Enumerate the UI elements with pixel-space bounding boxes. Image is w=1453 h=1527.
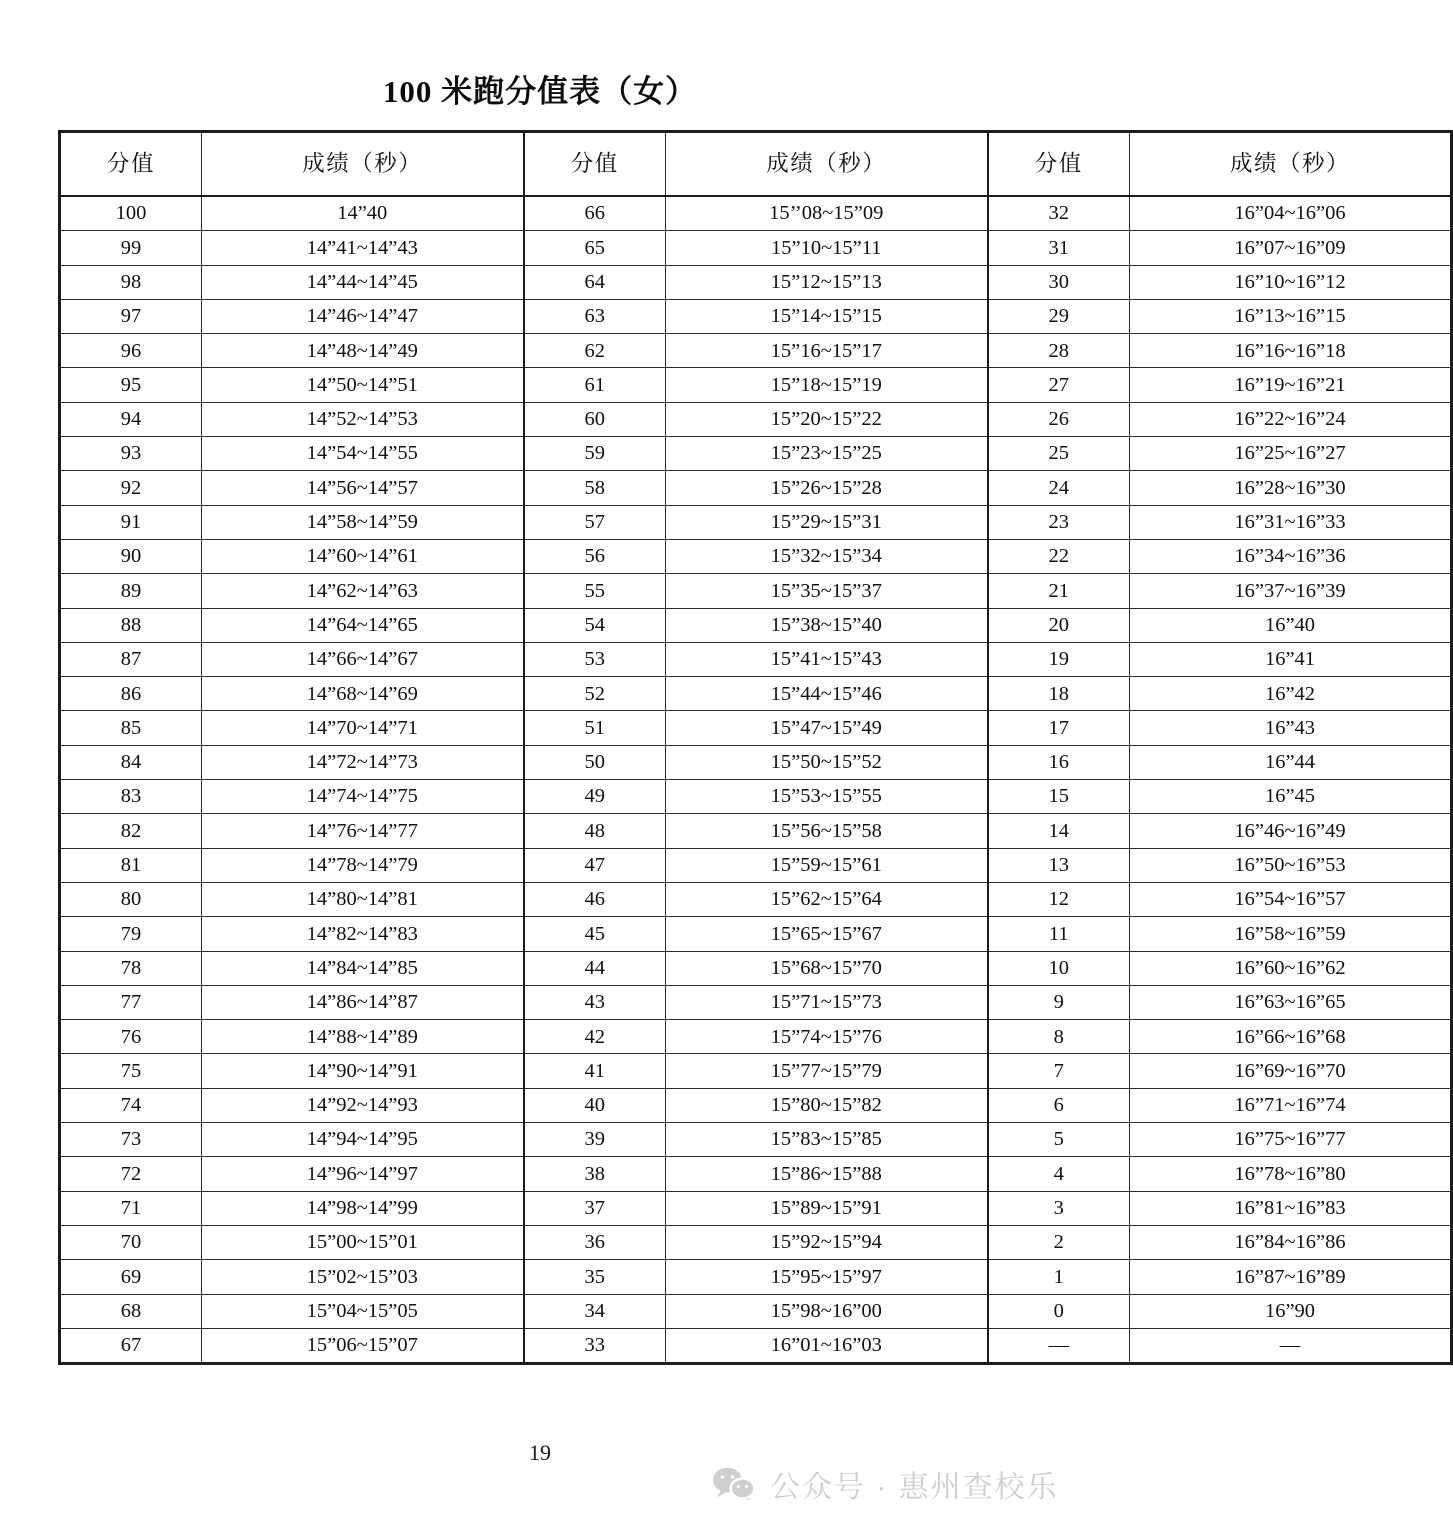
- page-number: 19: [529, 1440, 551, 1465]
- cell-time-2: 15”50~15”52: [666, 745, 988, 779]
- cell-score-2: 41: [524, 1054, 666, 1088]
- cell-time-3: 16”44: [1130, 745, 1452, 779]
- cell-time-3: 16”10~16”12: [1130, 265, 1452, 299]
- cell-score-1: 98: [60, 265, 202, 299]
- table-row: [60, 1328, 1452, 1363]
- cell-score-1: 78: [60, 951, 202, 985]
- header-time-3: 成绩（秒）: [1130, 132, 1452, 197]
- cell-time-2: 15”71~15”73: [666, 985, 988, 1019]
- cell-score-3: 28: [988, 334, 1130, 368]
- cell-time-1: 14”92~14”93: [202, 1088, 524, 1122]
- cell-score-3: 21: [988, 574, 1130, 608]
- cell-score-1: 94: [60, 402, 202, 436]
- table-row: [60, 1054, 1452, 1088]
- table-row: [60, 437, 1452, 471]
- cell-time-2: 15”92~15”94: [666, 1225, 988, 1259]
- table-row: [60, 334, 1452, 368]
- cell-score-2: 40: [524, 1088, 666, 1122]
- cell-time-2: 15”47~15”49: [666, 711, 988, 745]
- cell-time-2: 15”32~15”34: [666, 539, 988, 573]
- cell-score-2: 57: [524, 505, 666, 539]
- header-row: [60, 132, 1452, 197]
- cell-time-3: 16”71~16”74: [1130, 1088, 1452, 1122]
- cell-time-1: 14”62~14”63: [202, 574, 524, 608]
- cell-time-3: 16”60~16”62: [1130, 951, 1452, 985]
- cell-time-1: 14”41~14”43: [202, 231, 524, 265]
- cell-score-2: 42: [524, 1020, 666, 1054]
- table-row: [60, 368, 1452, 402]
- cell-time-1: 14”72~14”73: [202, 745, 524, 779]
- cell-score-3: 12: [988, 882, 1130, 916]
- cell-score-3: 4: [988, 1157, 1130, 1191]
- cell-time-3: 16”04~16”06: [1130, 196, 1452, 231]
- score-table: [58, 130, 1453, 1365]
- cell-score-2: 55: [524, 574, 666, 608]
- cell-score-2: 38: [524, 1157, 666, 1191]
- cell-time-2: 15”95~15”97: [666, 1260, 988, 1294]
- cell-score-2: 46: [524, 882, 666, 916]
- table-row: [60, 677, 1452, 711]
- cell-score-1: 96: [60, 334, 202, 368]
- cell-time-1: 14”54~14”55: [202, 437, 524, 471]
- cell-time-1: 14”80~14”81: [202, 882, 524, 916]
- cell-score-2: 59: [524, 437, 666, 471]
- cell-time-3: 16”41: [1130, 642, 1452, 676]
- cell-time-2: 15”29~15”31: [666, 505, 988, 539]
- cell-score-3: 20: [988, 608, 1130, 642]
- cell-score-1: 92: [60, 471, 202, 505]
- cell-score-3: 6: [988, 1088, 1130, 1122]
- cell-score-1: 73: [60, 1123, 202, 1157]
- cell-score-1: 88: [60, 608, 202, 642]
- cell-score-3: 3: [988, 1191, 1130, 1225]
- cell-time-2: 15”44~15”46: [666, 677, 988, 711]
- header-score-3: 分值: [988, 132, 1130, 197]
- cell-score-2: 37: [524, 1191, 666, 1225]
- cell-time-2: 15”53~15”55: [666, 780, 988, 814]
- cell-time-2: 15”10~15”11: [666, 231, 988, 265]
- cell-time-2: 15”65~15”67: [666, 917, 988, 951]
- table-row: [60, 951, 1452, 985]
- cell-score-2: 45: [524, 917, 666, 951]
- header-score-2: 分值: [524, 132, 666, 197]
- cell-score-1: 91: [60, 505, 202, 539]
- cell-score-1: 72: [60, 1157, 202, 1191]
- cell-time-3: 16”28~16”30: [1130, 471, 1452, 505]
- cell-score-1: 100: [60, 196, 202, 231]
- wechat-icon: [712, 1467, 756, 1501]
- score-table-container: [58, 130, 1350, 1365]
- cell-time-1: 14”90~14”91: [202, 1054, 524, 1088]
- cell-time-3: 16”81~16”83: [1130, 1191, 1452, 1225]
- cell-time-3: 16”63~16”65: [1130, 985, 1452, 1019]
- cell-score-2: 34: [524, 1294, 666, 1328]
- cell-score-3: —: [988, 1328, 1130, 1363]
- cell-score-3: 2: [988, 1225, 1130, 1259]
- cell-score-1: 74: [60, 1088, 202, 1122]
- cell-score-1: 75: [60, 1054, 202, 1088]
- table-row: [60, 882, 1452, 916]
- table-row: [60, 711, 1452, 745]
- cell-time-2: 15”20~15”22: [666, 402, 988, 436]
- cell-score-2: 44: [524, 951, 666, 985]
- cell-score-1: 69: [60, 1260, 202, 1294]
- cell-score-2: 35: [524, 1260, 666, 1294]
- table-row: [60, 1225, 1452, 1259]
- cell-time-2: 15”98~16”00: [666, 1294, 988, 1328]
- cell-time-1: 14”66~14”67: [202, 642, 524, 676]
- cell-score-1: 71: [60, 1191, 202, 1225]
- cell-time-3: 16”31~16”33: [1130, 505, 1452, 539]
- cell-score-3: 17: [988, 711, 1130, 745]
- cell-time-1: 14”64~14”65: [202, 608, 524, 642]
- table-row: [60, 1020, 1452, 1054]
- cell-time-2: 15”14~15”15: [666, 299, 988, 333]
- cell-score-1: 89: [60, 574, 202, 608]
- cell-time-1: 14”94~14”95: [202, 1123, 524, 1157]
- table-row: [60, 1123, 1452, 1157]
- table-body: [60, 196, 1452, 1364]
- table-row: [60, 505, 1452, 539]
- cell-time-2: 15”68~15”70: [666, 951, 988, 985]
- cell-score-3: 22: [988, 539, 1130, 573]
- cell-score-3: 29: [988, 299, 1130, 333]
- cell-score-3: 8: [988, 1020, 1130, 1054]
- cell-score-2: 65: [524, 231, 666, 265]
- cell-score-3: 5: [988, 1123, 1130, 1157]
- table-row: [60, 780, 1452, 814]
- table-row: [60, 1294, 1452, 1328]
- table-row: [60, 231, 1452, 265]
- table-row: [60, 985, 1452, 1019]
- cell-time-2: 15”86~15”88: [666, 1157, 988, 1191]
- cell-time-3: 16”43: [1130, 711, 1452, 745]
- cell-time-3: 16”45: [1130, 780, 1452, 814]
- table-row: [60, 1260, 1452, 1294]
- cell-time-2: 15”62~15”64: [666, 882, 988, 916]
- table-row: [60, 745, 1452, 779]
- cell-score-2: 54: [524, 608, 666, 642]
- cell-score-1: 83: [60, 780, 202, 814]
- table-row: [60, 608, 1452, 642]
- cell-time-2: 15”77~15”79: [666, 1054, 988, 1088]
- cell-time-3: 16”75~16”77: [1130, 1123, 1452, 1157]
- table-header: [60, 132, 1452, 197]
- cell-score-1: 84: [60, 745, 202, 779]
- cell-time-1: 14”68~14”69: [202, 677, 524, 711]
- cell-score-3: 32: [988, 196, 1130, 231]
- table-row: [60, 1088, 1452, 1122]
- cell-score-3: 1: [988, 1260, 1130, 1294]
- cell-score-3: 7: [988, 1054, 1130, 1088]
- cell-score-2: 53: [524, 642, 666, 676]
- cell-time-3: 16”19~16”21: [1130, 368, 1452, 402]
- cell-time-3: 16”84~16”86: [1130, 1225, 1452, 1259]
- cell-time-1: 14”50~14”51: [202, 368, 524, 402]
- cell-score-2: 60: [524, 402, 666, 436]
- cell-score-2: 56: [524, 539, 666, 573]
- cell-score-3: 30: [988, 265, 1130, 299]
- cell-time-3: 16”78~16”80: [1130, 1157, 1452, 1191]
- cell-score-3: 23: [988, 505, 1130, 539]
- cell-time-1: 14”48~14”49: [202, 334, 524, 368]
- cell-score-2: 43: [524, 985, 666, 1019]
- cell-score-2: 36: [524, 1225, 666, 1259]
- header-time-1: 成绩（秒）: [202, 132, 524, 197]
- cell-time-1: 14”76~14”77: [202, 814, 524, 848]
- cell-time-1: 14”44~14”45: [202, 265, 524, 299]
- cell-time-1: 14”58~14”59: [202, 505, 524, 539]
- cell-score-2: 50: [524, 745, 666, 779]
- cell-score-1: 81: [60, 848, 202, 882]
- cell-score-3: 16: [988, 745, 1130, 779]
- cell-time-1: 15”00~15”01: [202, 1225, 524, 1259]
- cell-time-1: 15”06~15”07: [202, 1328, 524, 1363]
- cell-time-3: 16”54~16”57: [1130, 882, 1452, 916]
- cell-score-1: 93: [60, 437, 202, 471]
- cell-time-3: 16”87~16”89: [1130, 1260, 1452, 1294]
- cell-score-3: 15: [988, 780, 1130, 814]
- cell-time-2: 15”83~15”85: [666, 1123, 988, 1157]
- cell-time-3: 16”37~16”39: [1130, 574, 1452, 608]
- cell-time-1: 14”52~14”53: [202, 402, 524, 436]
- table-row: [60, 299, 1452, 333]
- cell-time-2: 15”18~15”19: [666, 368, 988, 402]
- table-row: [60, 1191, 1452, 1225]
- cell-score-3: 13: [988, 848, 1130, 882]
- cell-time-2: 15”38~15”40: [666, 608, 988, 642]
- cell-score-1: 86: [60, 677, 202, 711]
- cell-time-1: 14”74~14”75: [202, 780, 524, 814]
- watermark: [712, 1462, 1059, 1506]
- table-row: [60, 196, 1452, 231]
- cell-time-3: 16”69~16”70: [1130, 1054, 1452, 1088]
- cell-time-1: 14”40: [202, 196, 524, 231]
- table-row: [60, 814, 1452, 848]
- table-row: [60, 402, 1452, 436]
- cell-score-1: 90: [60, 539, 202, 573]
- cell-time-3: 16”50~16”53: [1130, 848, 1452, 882]
- table-row: [60, 1157, 1452, 1191]
- cell-score-1: 76: [60, 1020, 202, 1054]
- cell-time-1: 14”96~14”97: [202, 1157, 524, 1191]
- cell-score-3: 25: [988, 437, 1130, 471]
- table-row: [60, 265, 1452, 299]
- cell-score-3: 24: [988, 471, 1130, 505]
- cell-score-2: 52: [524, 677, 666, 711]
- cell-time-3: —: [1130, 1328, 1452, 1363]
- cell-time-3: 16”66~16”68: [1130, 1020, 1452, 1054]
- cell-score-3: 19: [988, 642, 1130, 676]
- cell-score-3: 27: [988, 368, 1130, 402]
- page-title: 100 米跑分值表（女）: [382, 74, 698, 109]
- cell-time-2: 15”35~15”37: [666, 574, 988, 608]
- table-row: [60, 574, 1452, 608]
- cell-score-1: 87: [60, 642, 202, 676]
- cell-time-3: 16”16~16”18: [1130, 334, 1452, 368]
- cell-time-3: 16”58~16”59: [1130, 917, 1452, 951]
- cell-score-1: 80: [60, 882, 202, 916]
- header-time-2: 成绩（秒）: [666, 132, 988, 197]
- cell-time-3: 16”40: [1130, 608, 1452, 642]
- table-row: [60, 539, 1452, 573]
- cell-score-1: 99: [60, 231, 202, 265]
- cell-time-2: 15’’08~15”09: [666, 196, 988, 231]
- cell-score-1: 82: [60, 814, 202, 848]
- cell-time-3: 16”34~16”36: [1130, 539, 1452, 573]
- cell-score-2: 58: [524, 471, 666, 505]
- cell-score-2: 63: [524, 299, 666, 333]
- cell-time-3: 16”42: [1130, 677, 1452, 711]
- cell-time-2: 15”80~15”82: [666, 1088, 988, 1122]
- cell-score-3: 26: [988, 402, 1130, 436]
- cell-score-3: 11: [988, 917, 1130, 951]
- table-row: [60, 642, 1452, 676]
- cell-time-3: 16”13~16”15: [1130, 299, 1452, 333]
- cell-time-1: 15”02~15”03: [202, 1260, 524, 1294]
- cell-time-1: 14”98~14”99: [202, 1191, 524, 1225]
- cell-time-2: 15”12~15”13: [666, 265, 988, 299]
- cell-score-1: 67: [60, 1328, 202, 1363]
- cell-time-3: 16”07~16”09: [1130, 231, 1452, 265]
- cell-score-2: 61: [524, 368, 666, 402]
- cell-score-1: 70: [60, 1225, 202, 1259]
- cell-score-1: 79: [60, 917, 202, 951]
- table-row: [60, 471, 1452, 505]
- cell-score-3: 9: [988, 985, 1130, 1019]
- cell-time-1: 14”82~14”83: [202, 917, 524, 951]
- cell-time-2: 15”23~15”25: [666, 437, 988, 471]
- cell-score-3: 18: [988, 677, 1130, 711]
- cell-time-3: 16”25~16”27: [1130, 437, 1452, 471]
- cell-score-3: 10: [988, 951, 1130, 985]
- cell-score-1: 77: [60, 985, 202, 1019]
- cell-score-2: 39: [524, 1123, 666, 1157]
- table-row: [60, 917, 1452, 951]
- cell-time-2: 15”59~15”61: [666, 848, 988, 882]
- cell-time-1: 14”56~14”57: [202, 471, 524, 505]
- cell-score-3: 31: [988, 231, 1130, 265]
- cell-time-3: 16”46~16”49: [1130, 814, 1452, 848]
- cell-time-1: 15”04~15”05: [202, 1294, 524, 1328]
- cell-time-2: 15”26~15”28: [666, 471, 988, 505]
- cell-time-1: 14”86~14”87: [202, 985, 524, 1019]
- header-score-1: 分值: [60, 132, 202, 197]
- cell-time-1: 14”46~14”47: [202, 299, 524, 333]
- cell-time-3: 16”90: [1130, 1294, 1452, 1328]
- cell-score-1: 97: [60, 299, 202, 333]
- cell-score-2: 49: [524, 780, 666, 814]
- cell-score-2: 62: [524, 334, 666, 368]
- cell-score-2: 48: [524, 814, 666, 848]
- cell-score-2: 51: [524, 711, 666, 745]
- cell-time-1: 14”88~14”89: [202, 1020, 524, 1054]
- cell-score-1: 95: [60, 368, 202, 402]
- cell-score-1: 68: [60, 1294, 202, 1328]
- cell-time-2: 15”16~15”17: [666, 334, 988, 368]
- cell-score-2: 64: [524, 265, 666, 299]
- table-row: [60, 848, 1452, 882]
- cell-score-2: 66: [524, 196, 666, 231]
- cell-score-1: 85: [60, 711, 202, 745]
- cell-time-2: 15”56~15”58: [666, 814, 988, 848]
- cell-time-2: 16”01~16”03: [666, 1328, 988, 1363]
- cell-score-2: 47: [524, 848, 666, 882]
- cell-time-1: 14”78~14”79: [202, 848, 524, 882]
- cell-score-3: 14: [988, 814, 1130, 848]
- cell-time-2: 15”89~15”91: [666, 1191, 988, 1225]
- cell-score-3: 0: [988, 1294, 1130, 1328]
- cell-time-3: 16”22~16”24: [1130, 402, 1452, 436]
- cell-time-2: 15”74~15”76: [666, 1020, 988, 1054]
- cell-time-1: 14”60~14”61: [202, 539, 524, 573]
- cell-time-2: 15”41~15”43: [666, 642, 988, 676]
- watermark-text: 公众号 · 惠州查校乐: [770, 1471, 1059, 1504]
- cell-time-1: 14”70~14”71: [202, 711, 524, 745]
- cell-score-2: 33: [524, 1328, 666, 1363]
- cell-time-1: 14”84~14”85: [202, 951, 524, 985]
